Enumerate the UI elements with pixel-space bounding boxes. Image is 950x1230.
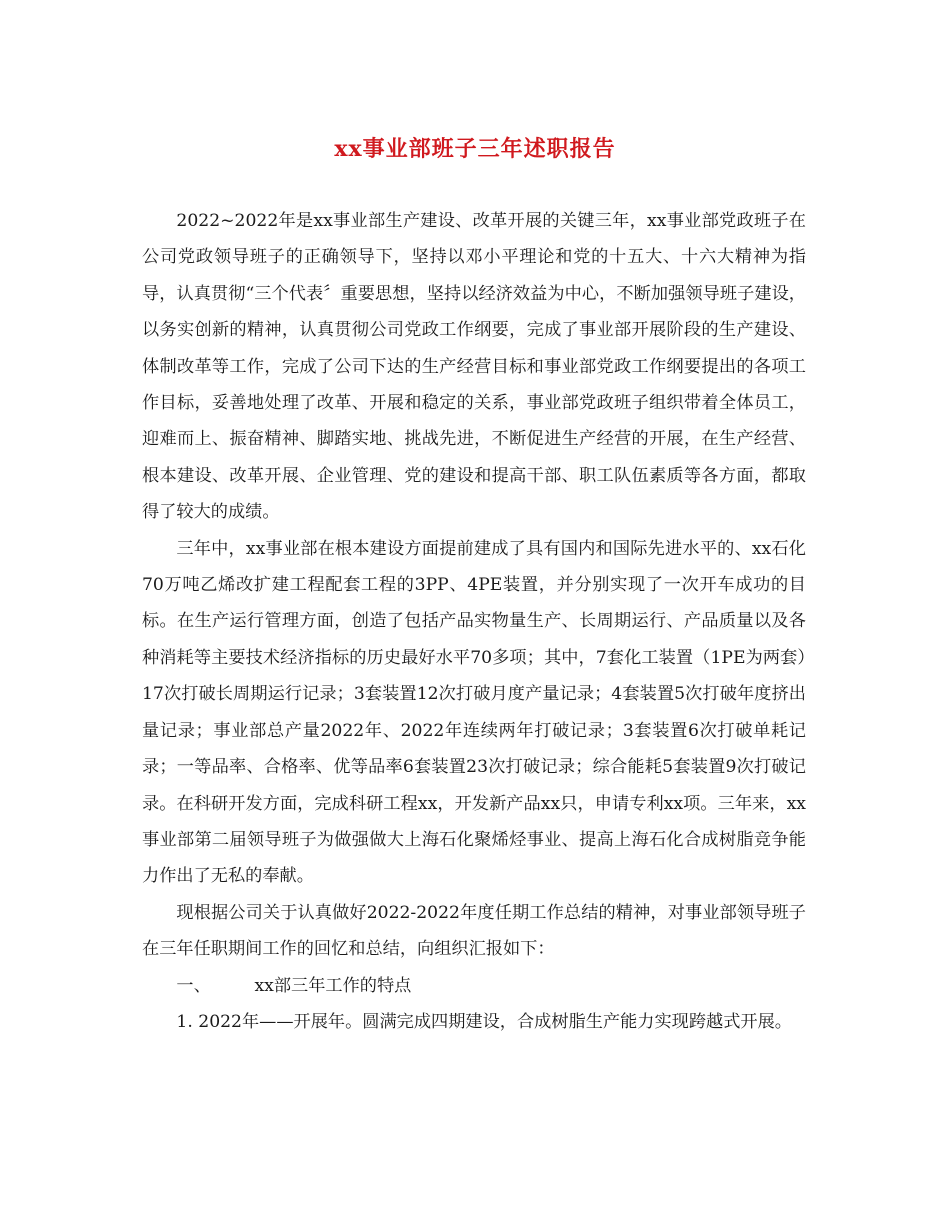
- document-title: xx事业部班子三年述职报告: [334, 136, 616, 162]
- paragraph-report-purpose: 现根据公司关于认真做好2022-2022年度任期工作总结的精神，对事业部领导班子在三年任职期间工作的回忆和总结，向组织汇报如下：: [142, 902, 806, 960]
- document-body: [142, 203, 806, 1040]
- paragraph-achievements: 三年中，xx事业部在根本建设方面提前建成了具有国内和国际先进水平的、xx石化70万吨乙烯改扩建工程配套工程的3PP、4PE装置，并分别实现了一次开车成功的目标。在生产运行管理方面，创造了包括产品实物量生产、长周期运行、产品质量以及各种消耗等主要技术经济指标的历史最好水平70多项；其中，7套化工装置（1PE为两套）17次打破长周期运行记录；3套装置12次打破月度产量记录；4套装置5次打破年度挤出量记录；事业部总产量2022年、2022年连续两年打破记录；3套装置6次打破单耗记录；一等品率、合格率、优等品率6套装置23次打破记录；综合能耗5套装置9次打破记录。在科研开发方面，完成科研工程xx，开发新产品xx只，申请专利xx项。三年来，xx事业部第二届领导班子为做强做大上海石化聚烯烃事业、提高上海石化合成树脂竞争能力作出了无私的奉献。: [142, 538, 806, 887]
- section-heading: 一、 xx部三年工作的特点: [176, 975, 412, 996]
- list-item-1: 1. 2022年——开展年。圆满完成四期建设，合成树脂生产能力实现跨越式开展。: [176, 1011, 792, 1032]
- paragraph-intro: 2022~2022年是xx事业部生产建设、改革开展的关键三年，xx事业部党政班子在公司党政领导班子的正确领导下，坚持以邓小平理论和党的十五大、十六大精神为指导，认真贯彻“三个代表〞重要思想，坚持以经济效益为中心，不断加强领导班子建设，以务实创新的精神，认真贯彻公司党政工作纲要，完成了事业部开展阶段的生产建设、体制改革等工作，完成了公司下达的生产经营目标和事业部党政工作纲要提出的各项工作目标，妥善地处理了改革、开展和稳定的关系，事业部党政班子组织带着全体员工，迎难而上、振奋精神、脚踏实地、挑战先进，不断促进生产经营的开展，在生产经营、根本建设、改革开展、企业管理、党的建设和提高干部、职工队伍素质等各方面，都取得了较大的成绩。: [142, 211, 806, 523]
